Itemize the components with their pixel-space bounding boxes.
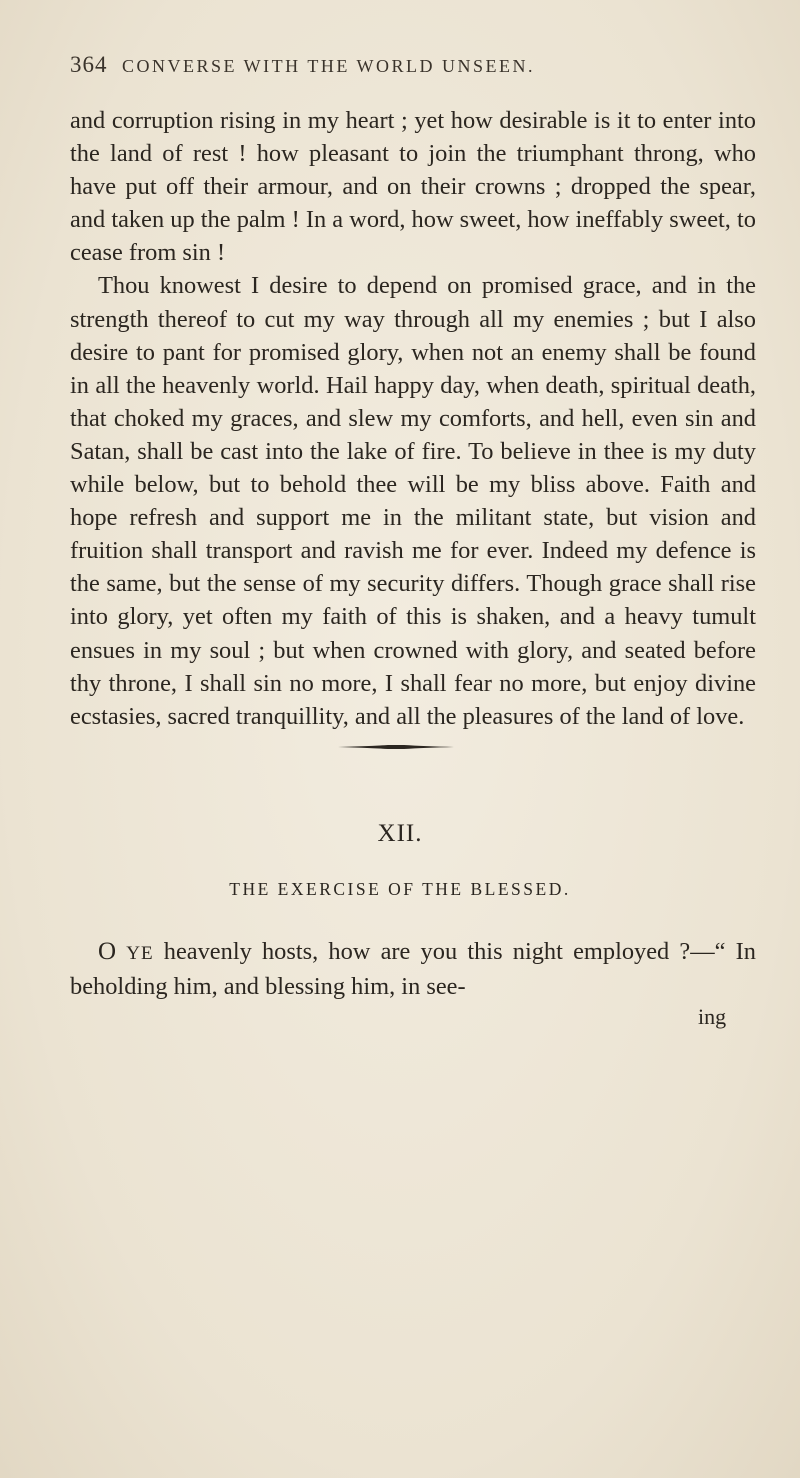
section-title: THE EXERCISE OF THE BLESSED. — [229, 879, 571, 899]
section-body — [70, 935, 756, 1003]
running-head — [70, 52, 750, 92]
opening-smallcaps: YE — [126, 943, 154, 964]
section-divider-ornament — [338, 744, 454, 750]
running-title: CONVERSE WITH THE WORLD UNSEEN. — [122, 56, 535, 76]
paragraph-thou-knowest: Thou knowest I desire to depend on promised grace, and in the strength thereof to cut my way through all my enemies ; but I also desire to pant for promised glory, when not an enemy shall be found in all the heavenly world. Hail happy day, when death, spiritual death, that choked my graces, and slew my comforts, and hell, even sin and Satan, shall be cast into the lake of fire. To believe in thee is my duty while below, but to behold thee will be my bliss above. Faith and hope refresh and support me in the militant state, but vision and fruition shall transport and ravish me for ever. Indeed my defence is the same, but the sense of my security differs. Though grace shall rise into glory, yet often my faith of this is shaken, and a heavy tumult ensues in my soul ; but when crowned with glory, and seated before thy throne, I shall sin no more, I shall fear no more, but enjoy divine ecstasies, sacred tranquillity, and all the pleasures of the land of love. — [70, 272, 756, 730]
opening-initial: O — [98, 938, 117, 965]
section-number: XII. — [377, 820, 423, 847]
body-text — [70, 104, 756, 733]
opening-text: heavenly hosts, how are you this night employed ?—“ In beholding him, and blessing him, in see- — [70, 938, 756, 1001]
paragraph-continued: and corruption rising in my heart ; yet how desirable is it to enter into the land of rest ! how pleasant to join the triumphant throng, who have put off their armour, and on their crowns ; dropped the spear, and taken up the palm ! In a word, how sweet, how ineffably sweet, to cease from sin ! — [70, 107, 756, 267]
page-number: 364 — [70, 52, 108, 77]
catchword: ing — [698, 1004, 727, 1029]
section-opening-paragraph — [70, 935, 756, 1003]
